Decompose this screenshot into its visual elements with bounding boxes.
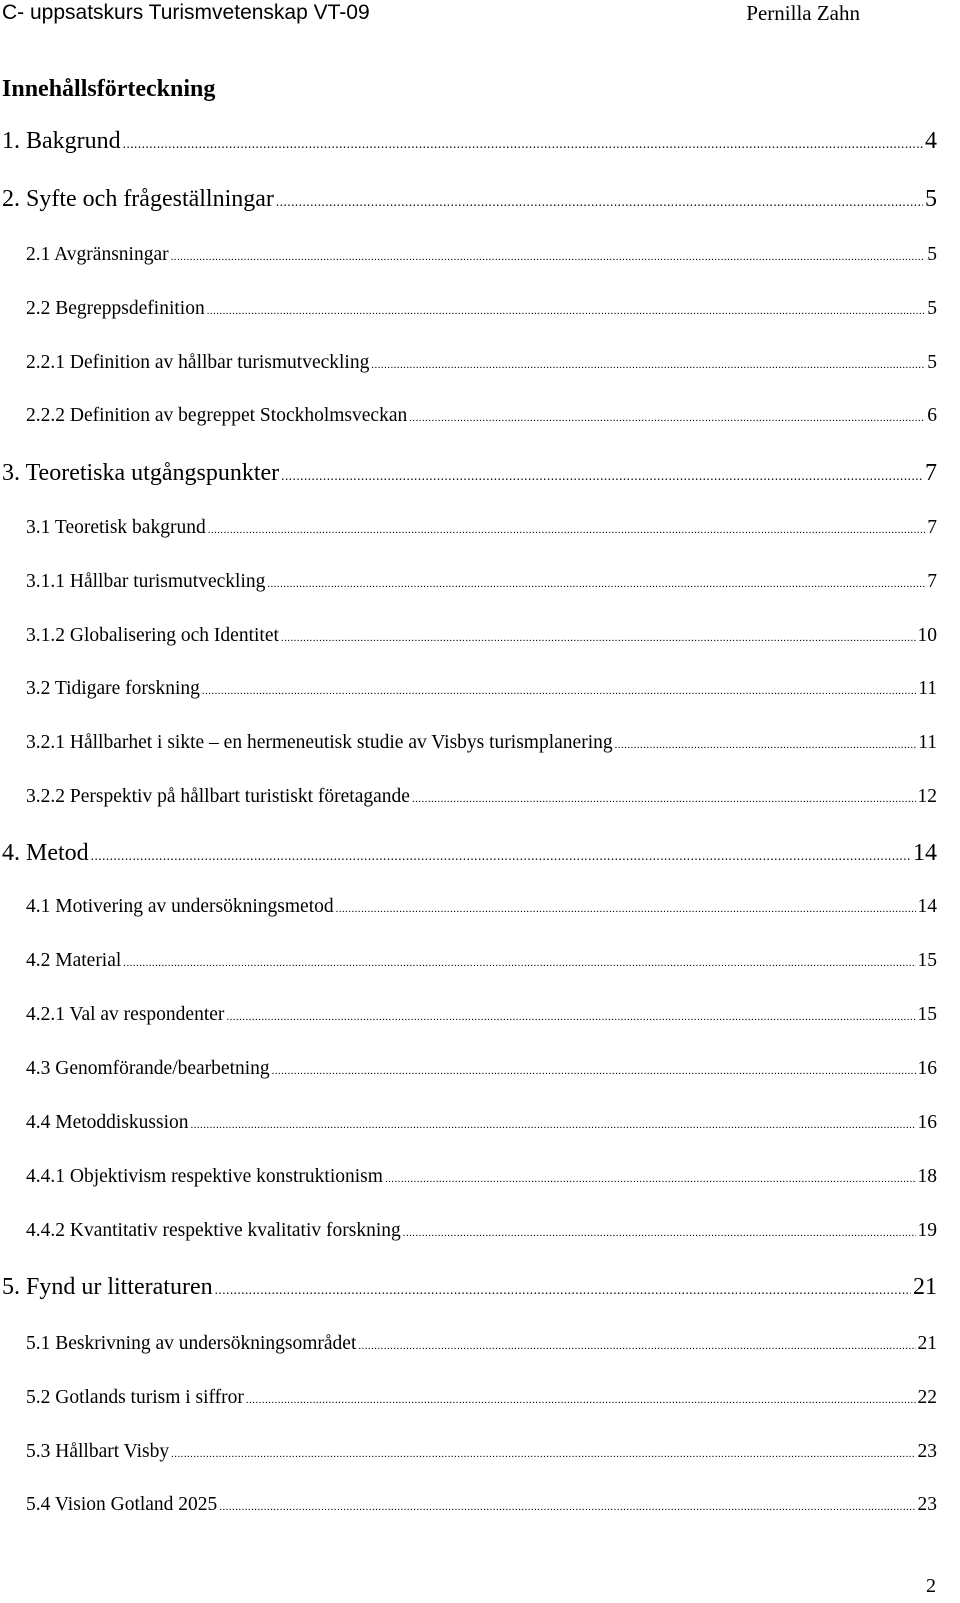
- toc-entry[interactable]: [2, 460, 937, 490]
- toc-entry-page: 15: [917, 1004, 937, 1025]
- toc-entry-label: 5.2 Gotlands turism i siffror: [26, 1387, 244, 1408]
- toc-entry-page: 7: [925, 460, 937, 486]
- toc-entry-page: 14: [917, 896, 937, 917]
- toc-entry-label: 4.2.1 Val av respondenter: [26, 1004, 225, 1025]
- toc-dot-leader: [281, 626, 916, 646]
- toc-entry[interactable]: [26, 405, 937, 435]
- toc-entry-label: 5.1 Beskrivning av undersökningsområdet: [26, 1333, 357, 1354]
- toc-entry[interactable]: [26, 1166, 937, 1196]
- toc-entry[interactable]: [26, 517, 937, 547]
- toc-dot-leader: [171, 1442, 915, 1462]
- toc-entry-page: 5: [927, 298, 937, 319]
- toc-dot-leader: [403, 1221, 916, 1241]
- toc-entry-page: 14: [913, 840, 937, 866]
- toc-dot-leader: [272, 1059, 916, 1079]
- toc-entry-page: 4: [925, 128, 937, 154]
- toc-entry[interactable]: [26, 1004, 937, 1034]
- toc-entry-page: 16: [917, 1058, 937, 1079]
- toc-entry[interactable]: [2, 128, 937, 158]
- toc-entry[interactable]: [26, 1333, 937, 1363]
- toc-entry-label: 5.4 Vision Gotland 2025: [26, 1494, 218, 1515]
- toc-entry-page: 5: [927, 352, 937, 373]
- toc-dot-leader: [246, 1388, 916, 1408]
- toc-dot-leader: [267, 572, 925, 592]
- toc-entry[interactable]: [26, 571, 937, 601]
- toc-dot-leader: [412, 787, 916, 807]
- toc-entry-label: 4.4.1 Objektivism respektive konstruktionism: [26, 1166, 383, 1187]
- toc-entry-label: 4.2 Material: [26, 950, 122, 971]
- toc-entry[interactable]: [26, 1441, 937, 1471]
- toc-entry[interactable]: [26, 298, 937, 328]
- toc-entry[interactable]: [26, 732, 937, 762]
- toc-entry-label: 2. Syfte och frågeställningar: [2, 186, 274, 212]
- toc-entry-label: 2.2 Begreppsdefinition: [26, 298, 205, 319]
- page-number: 2: [926, 1575, 936, 1597]
- toc-entry-page: 23: [917, 1441, 937, 1462]
- toc-entry-label: 3. Teoretiska utgångspunkter: [2, 460, 280, 486]
- toc-entry-page: 23: [917, 1494, 937, 1515]
- toc-entry-label: 3.2.2 Perspektiv på hållbart turistiskt företagande: [26, 786, 410, 807]
- toc-dot-leader: [207, 299, 926, 319]
- toc-entry[interactable]: [26, 1387, 937, 1417]
- toc-entry-label: 4.4 Metoddiskussion: [26, 1112, 189, 1133]
- toc-entry[interactable]: [26, 786, 937, 816]
- toc-entry-page: 21: [917, 1333, 937, 1354]
- toc-entry-page: 11: [918, 678, 937, 699]
- toc-entry-label: 3.2.1 Hållbarhet i sikte – en hermeneutisk studie av Visbys turismplanering: [26, 732, 613, 753]
- toc-entry-page: 16: [917, 1112, 937, 1133]
- toc-dot-leader: [91, 841, 911, 865]
- toc-entry-label: 2.2.1 Definition av hållbar turismutveckling: [26, 352, 370, 373]
- toc-entry-page: 7: [927, 517, 937, 538]
- toc-entry[interactable]: [26, 625, 937, 655]
- toc-dot-leader: [615, 733, 917, 753]
- toc-entry-page: 6: [927, 405, 937, 426]
- toc-dot-leader: [123, 129, 923, 153]
- toc-entry[interactable]: [2, 1274, 937, 1304]
- toc-title: Innehållsförteckning: [2, 76, 216, 102]
- toc-entry-label: 4.1 Motivering av undersökningsmetod: [26, 896, 334, 917]
- toc-dot-leader: [171, 245, 926, 265]
- header-course-title: C- uppsatskurs Turismvetenskap VT-09: [2, 1, 370, 24]
- toc-entry-page: 7: [927, 571, 937, 592]
- toc-dot-leader: [276, 187, 923, 211]
- toc-entry[interactable]: [26, 896, 937, 926]
- toc-entry-label: 3.1.2 Globalisering och Identitet: [26, 625, 279, 646]
- toc-dot-leader: [371, 353, 925, 373]
- toc-entry-label: 5. Fynd ur litteraturen: [2, 1274, 213, 1300]
- toc-entry[interactable]: [26, 352, 937, 382]
- toc-entry[interactable]: [26, 678, 937, 708]
- toc-entry[interactable]: [2, 186, 937, 216]
- toc-dot-leader: [191, 1113, 916, 1133]
- toc-entry-label: 2.2.2 Definition av begreppet Stockholmsveckan: [26, 405, 408, 426]
- toc-entry[interactable]: [26, 1058, 937, 1088]
- toc-entry-page: 19: [917, 1220, 937, 1241]
- toc-dot-leader: [219, 1495, 915, 1515]
- toc-entry-page: 5: [927, 244, 937, 265]
- toc-dot-leader: [123, 951, 915, 971]
- toc-entry-page: 18: [917, 1166, 937, 1187]
- header-author: Pernilla Zahn: [746, 1, 860, 25]
- toc-dot-leader: [385, 1167, 916, 1187]
- toc-dot-leader: [208, 518, 926, 538]
- toc-entry-label: 4.3 Genomförande/bearbetning: [26, 1058, 270, 1079]
- toc-dot-leader: [358, 1334, 915, 1354]
- toc-entry-label: 2.1 Avgränsningar: [26, 244, 169, 265]
- toc-entry-label: 3.2 Tidigare forskning: [26, 678, 200, 699]
- toc-entry-label: 1. Bakgrund: [2, 128, 121, 154]
- toc-entry[interactable]: [2, 840, 937, 870]
- toc-entry-label: 5.3 Hållbart Visby: [26, 1441, 170, 1462]
- toc-entry-page: 11: [918, 732, 937, 753]
- toc-entry-page: 15: [917, 950, 937, 971]
- toc-entry[interactable]: [26, 1494, 937, 1524]
- toc-dot-leader: [281, 461, 923, 485]
- toc-dot-leader: [409, 406, 925, 426]
- toc-entry-page: 22: [917, 1387, 937, 1408]
- toc-entry-page: 5: [925, 186, 937, 212]
- toc-entry[interactable]: [26, 244, 937, 274]
- toc-dot-leader: [226, 1005, 915, 1025]
- toc-entry-page: 12: [917, 786, 937, 807]
- toc-entry[interactable]: [26, 950, 937, 980]
- toc-entry-page: 10: [917, 625, 937, 646]
- toc-entry[interactable]: [26, 1112, 937, 1142]
- toc-entry-page: 21: [913, 1274, 937, 1300]
- toc-entry-label: 4. Metod: [2, 840, 89, 866]
- toc-dot-leader: [336, 897, 916, 917]
- toc-entry-label: 4.4.2 Kvantitativ respektive kvalitativ forskning: [26, 1220, 401, 1241]
- toc-dot-leader: [202, 679, 916, 699]
- toc-entry-label: 3.1 Teoretisk bakgrund: [26, 517, 206, 538]
- toc-entry[interactable]: [26, 1220, 937, 1250]
- toc-entry-label: 3.1.1 Hållbar turismutveckling: [26, 571, 266, 592]
- toc-dot-leader: [215, 1275, 911, 1299]
